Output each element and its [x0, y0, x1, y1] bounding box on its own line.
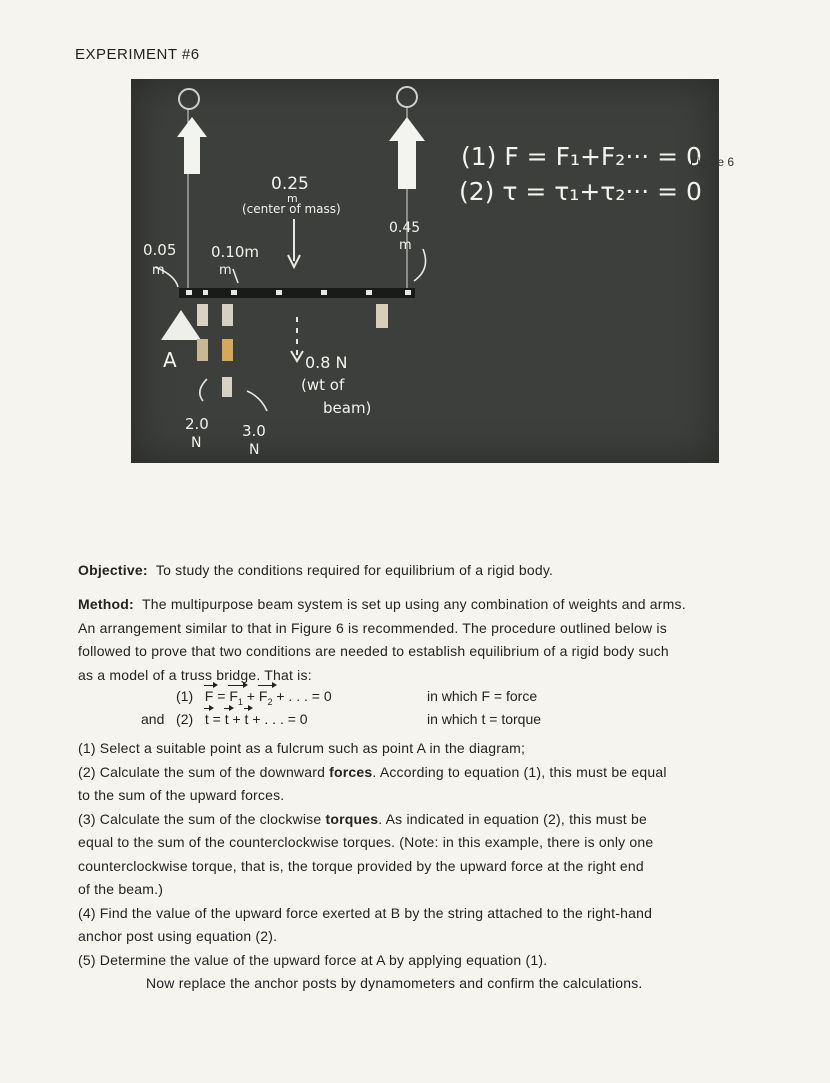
- method-line: as a model of a truss bridge. That is:: [78, 666, 312, 683]
- chalk-point-a: A: [163, 348, 177, 372]
- chalk-weight-2: 3.0: [242, 422, 266, 440]
- step-text: . As indicated in equation (2), this must be: [378, 810, 647, 827]
- chalk-beam-weight: 0.8 N: [305, 353, 348, 372]
- left-anchor-ring-icon: [179, 89, 199, 109]
- weight-block: [222, 377, 232, 397]
- and-word: and: [141, 711, 165, 727]
- force-symbol: F: [258, 688, 268, 704]
- fulcrum-triangle: [161, 310, 201, 340]
- step-5: (5) Determine the value of the upward force at A by applying equation (1).: [78, 951, 548, 968]
- step-text: . According to equation (1), this must be equal: [372, 763, 667, 780]
- equation-number: (1): [176, 688, 194, 704]
- equation-1-description: in which F = force: [427, 688, 538, 704]
- subscript: 2: [267, 696, 273, 707]
- weight-block: [197, 339, 208, 361]
- weight-block: [222, 304, 233, 326]
- chalk-beam-weight-note: (wt of: [301, 376, 345, 394]
- closing-sentence: Now replace the anchor posts by dynamometers and confirm the calculations.: [146, 975, 643, 991]
- procedure-steps: [78, 737, 738, 996]
- equation-number: (2): [176, 711, 194, 727]
- step-3-continued: counterclockwise torque, that is, the torque provided by the upward force at the right end: [78, 857, 644, 874]
- step-3-continued: equal to the sum of the counterclockwise torques. (Note: in this example, there is only one: [78, 834, 654, 850]
- equation-tail: + . . . = 0: [252, 711, 308, 727]
- step-3: [78, 808, 738, 832]
- chalkboard-drawing: [131, 79, 719, 463]
- step-2-continued: to the sum of the upward forces.: [78, 787, 285, 803]
- chalk-second-distance-unit: m: [219, 263, 232, 278]
- force-vector-1: [229, 688, 243, 707]
- step-text: (2) Calculate the sum of the downward: [78, 763, 330, 780]
- subscript: 1: [237, 696, 243, 707]
- step-3-continued: of the beam.): [78, 881, 164, 897]
- figure-caption: Figure 6: [690, 155, 735, 169]
- chalk-weight-1-unit: N: [191, 435, 202, 451]
- force-vector: F: [204, 688, 214, 704]
- chalk-left-distance: 0.05: [143, 241, 177, 259]
- method-label: Method:: [78, 596, 134, 612]
- torque-vector-1: t: [224, 711, 229, 727]
- equation-tail: + . . . = 0: [276, 688, 332, 704]
- weight-block: [376, 304, 388, 328]
- method-paragraph: [78, 593, 738, 687]
- chalk-com-label: (center of mass): [242, 202, 341, 216]
- page-heading: EXPERIMENT #6: [75, 46, 200, 63]
- force-symbol: F: [229, 688, 238, 704]
- weight-block: [197, 304, 208, 326]
- chalk-com-unit: m: [287, 192, 298, 205]
- chalk-left-distance-unit: m: [152, 263, 165, 278]
- chalk-right-distance-unit: m: [399, 238, 412, 253]
- figure-photo: [131, 79, 719, 463]
- equation-2: [141, 711, 308, 727]
- equals-sign: =: [212, 711, 221, 727]
- step-emphasis: torques: [325, 810, 379, 827]
- objective-label: Objective:: [78, 562, 148, 578]
- torque-vector-2: t: [244, 711, 249, 727]
- chalk-weight-2-unit: N: [249, 442, 260, 458]
- right-anchor-ring-icon: [397, 87, 417, 107]
- chalk-right-distance: 0.45: [389, 220, 421, 236]
- equation-1: [176, 688, 332, 707]
- method-line: followed to prove that two conditions are needed to establish equilibrium of a rigid body such: [78, 643, 669, 659]
- step-emphasis: forces: [329, 763, 373, 780]
- method-line: An arrangement similar to that in Figure 6 is recommended. The procedure outlined below is: [78, 619, 667, 636]
- step-4-continued: anchor post using equation (2).: [78, 928, 278, 944]
- objective-paragraph: [78, 559, 738, 583]
- chalk-equation-1: (1) F = F₁+F₂··· = 0: [461, 142, 702, 171]
- equation-2-description: in which t = torque: [427, 711, 542, 727]
- torque-vector: t: [204, 711, 209, 727]
- left-up-arrow-icon: [177, 117, 207, 174]
- force-vector-2: [259, 688, 273, 707]
- step-2: [78, 761, 738, 785]
- step-1: (1) Select a suitable point as a fulcrum such as point A in the diagram;: [78, 740, 526, 756]
- objective-text: To study the conditions required for equilibrium of a rigid body.: [155, 562, 554, 578]
- method-line: The multipurpose beam system is set up using any combination of weights and arms.: [142, 596, 686, 612]
- plus-sign: +: [232, 711, 241, 727]
- equals-sign: =: [217, 688, 226, 704]
- step-4: (4) Find the value of the upward force exerted at B by the string attached to the right-hand: [78, 904, 653, 921]
- chalk-equation-2: (2) τ = τ₁+τ₂··· = 0: [459, 177, 702, 206]
- right-up-arrow-icon: [389, 117, 425, 189]
- chalk-com-value: 0.25: [271, 174, 309, 194]
- plus-sign: +: [246, 688, 255, 704]
- chalk-weight-1: 2.0: [185, 415, 209, 433]
- beam: [179, 288, 415, 298]
- chalk-second-distance: 0.10m: [211, 243, 260, 261]
- step-text: (3) Calculate the sum of the clockwise: [78, 810, 326, 827]
- chalk-beam-weight-note: beam): [323, 399, 372, 417]
- weight-block: [222, 339, 233, 361]
